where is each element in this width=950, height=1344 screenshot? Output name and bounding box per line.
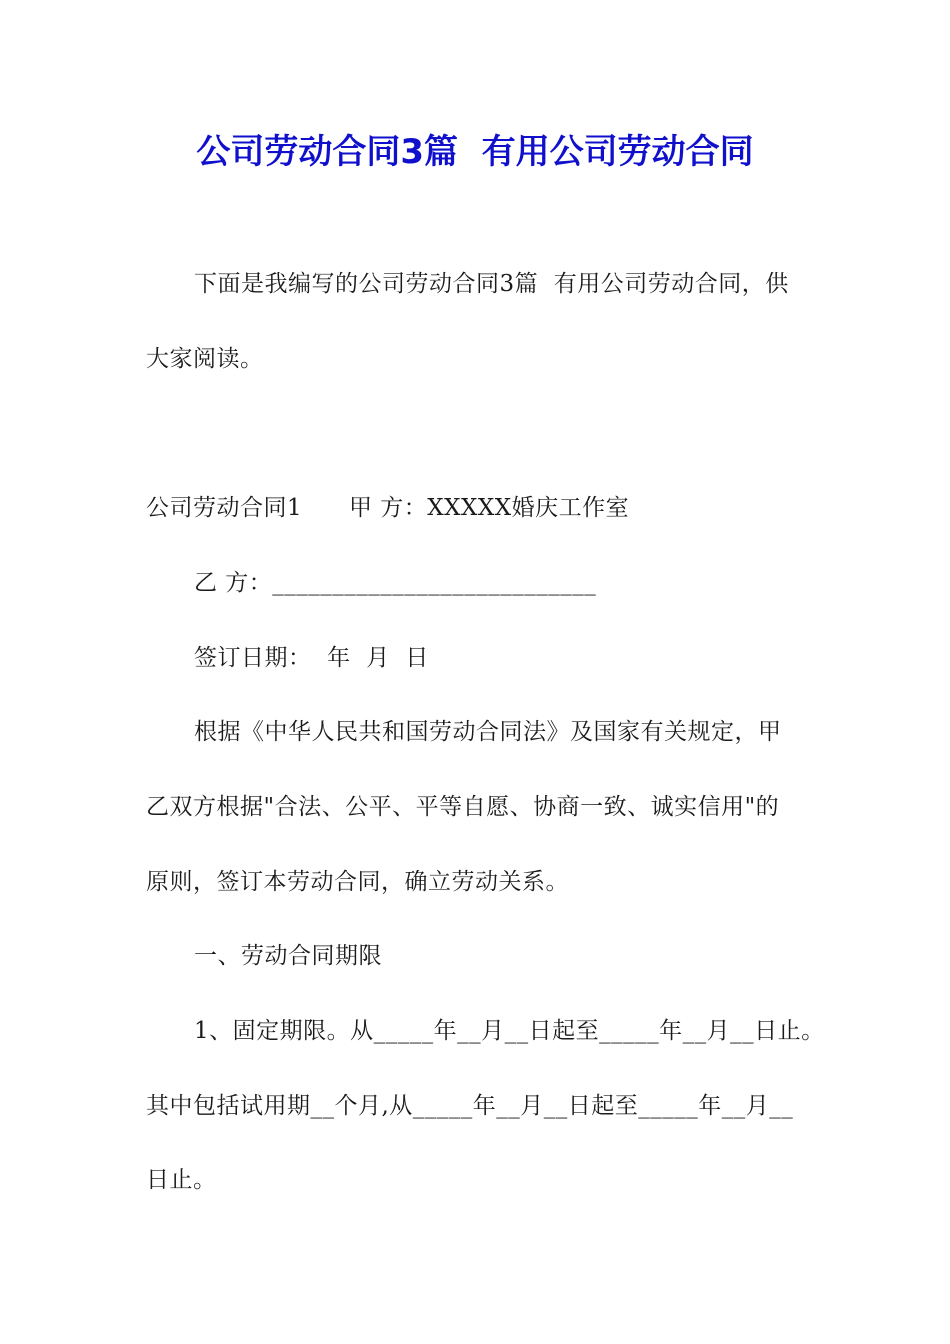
- preamble-line-2: 乙双方根据"合法、公平、平等自愿、协商一致、诚实信用"的: [146, 794, 780, 820]
- term-line-3: 日止。: [146, 1167, 217, 1193]
- intro-line-2: 大家阅读。: [146, 346, 264, 372]
- term-line-1: 1、固定期限。从_____年__月__日起至_____年__月__日止。: [194, 1018, 825, 1044]
- intro-line-1: 下面是我编写的公司劳动合同3篇 有用公司劳动合同，供: [194, 271, 789, 297]
- preamble-line-3: 原则，签订本劳动合同，确立劳动关系。: [146, 869, 569, 895]
- preamble-line-1: 根据《中华人民共和国劳动合同法》及国家有关规定，甲: [194, 719, 782, 745]
- term-line-2: 其中包括试用期__个月,从_____年__月__日起至_____年__月__: [146, 1093, 794, 1119]
- signing-date-line: 签订日期： 年 月 日: [194, 645, 429, 671]
- party-b-line: 乙 方：___________________________: [194, 570, 597, 596]
- section-heading-term: 一、劳动合同期限: [194, 943, 382, 969]
- contract-heading-party-a: 公司劳动合同1 甲 方：XXXXX婚庆工作室: [146, 495, 630, 521]
- document-title: 公司劳动合同3篇 有用公司劳动合同: [196, 132, 754, 172]
